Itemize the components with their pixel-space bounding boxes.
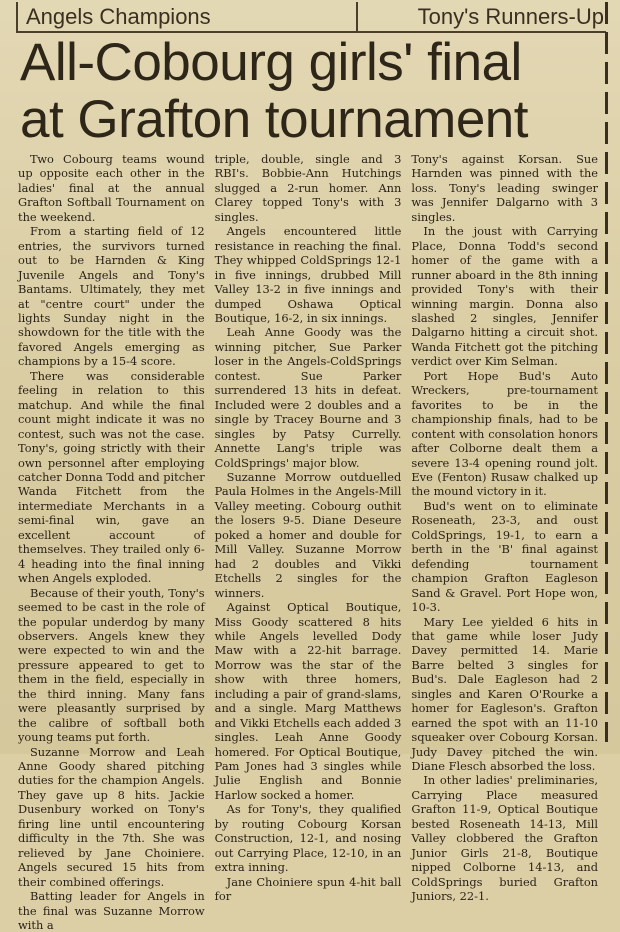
frame-rule-right	[605, 2, 608, 742]
paragraph: Suzanne Morrow outduelled Paula Holmes in the Angels-Mill Valley meeting. Cobourg outhit the losers 9-5. Diane Deseure poked a homer and double for Mill Valley. Suzanne Morrow had 2 doubles and Vikki Etchells 2 singles for the winners.	[214, 469, 402, 600]
paragraph: From a starting field of 12 entries, the survivors turned out to be Harnden & King Juvenile Angels and Tony's Bantams. Ultimately, they met at "centre court" under the lights Sunday night in the showdown for the title with the favored Angels emerging as champions by a 15-4 score.	[18, 224, 205, 369]
headline-line-1: All-Cobourg girls' final	[20, 33, 522, 92]
paragraph: Because of their youth, Tony's seemed to be cast in the role of the popular underdog by many observers. Angels knew they were expected to win and the pressure appeared to get to them in the field, especially in the third inning. Many fans were pleasantly surprised by the calibre of softball both young teams put forth.	[18, 585, 205, 745]
paragraph: Two Cobourg teams wound up opposite each other in the ladies' final at the annual Grafton Softball Tournament on the weekend.	[18, 152, 205, 224]
paragraph: Jane Choiniere spun 4-hit ball for	[214, 874, 402, 904]
paragraph: Bud's went on to eliminate Roseneath, 23-3, and oust ColdSprings, 19-1, to earn a berth in the 'B' final against defending tournament champion Grafton Eagleson Sand & Gravel. Port Hope won, 10-3.	[411, 498, 599, 615]
paragraph: Mary Lee yielded 6 hits in that game while loser Judy Davey permitted 14. Marie Barre belted 3 singles for Bud's. Dale Eagleson had 2 singles and Karen O'Rourke a homer for Eagleson's. Grafton earned the spot with an 11-10 squeaker over Cobourg Korsan. Judy Davey pitched the win. Diane Flesch absorbed the loss.	[411, 614, 599, 774]
paragraph: Tony's against Korsan. Sue Harnden was pinned with the loss. Tony's leading swinger was Jennifer Dalgarno with 3 singles.	[411, 152, 599, 224]
article-column-2	[214, 152, 402, 904]
article-column-3	[411, 152, 599, 904]
frame-rule-left	[16, 2, 18, 32]
paragraph: In the joust with Carrying Place, Donna Todd's second homer of the game with a runner aboard in the 8th inning provided Tony's with their winning margin. Donna also slashed 2 singles, Jennifer Dalgarno hitting a circuit shot. Wanda Fitchett got the pitching verdict over Kim Selman.	[411, 224, 599, 369]
paragraph: Against Optical Boutique, Miss Goody scattered 8 hits while Angels levelled Dody Maw with a 22-hit barrage. Morrow was the star of the show with three homers, including a pair of grand-slams, and a single. Marg Matthews and Vikki Etchells each added 3 singles. Leah Anne Goody homered. For Optical Boutique, Pam Jones had 3 singles while Julie English and Bonnie Harlow socked a homer.	[214, 600, 402, 802]
article-body	[18, 152, 599, 932]
paragraph: Port Hope Bud's Auto Wreckers, pre-tournament favorites to be in the championship finals, had to be content with consolation honors after Colborne dealt them a severe 13-4 opening round jolt. Eve (Fenton) Rusaw chalked up the mound victory in it.	[411, 368, 599, 499]
paragraph: triple, double, single and 3 RBI's. Bobbie-Ann Hutchings slugged a 2-run homer. Ann Clarey topped Tony's with 3 singles.	[214, 152, 402, 224]
headline	[20, 34, 600, 148]
paragraph: Suzanne Morrow and Leah Anne Goody shared pitching duties for the champion Angels. They gave up 8 hits. Jackie Dusenbury worked on Tony's firing line until encountering difficulty in the 7th. She was relieved by Jane Choiniere. Angels secured 15 hits from their combined offerings.	[18, 744, 205, 889]
paragraph: Leah Anne Goody was the winning pitcher, Sue Parker loser in the Angels-ColdSprings contest. Sue Parker surrendered 13 hits in defeat. Included were 2 doubles and a single by Tracey Bourne and 3 singles by Patsy Currelly. Annette Lang's triple was ColdSprings' major blow.	[214, 325, 402, 470]
paragraph: In other ladies' preliminaries, Carrying Place measured Grafton 11-9, Optical Boutique bested Roseneath 14-13, Mill Valley clobbered the Grafton Junior Girls 21-8, Boutique nipped Colborne 14-13, and ColdSprings buried Grafton Juniors, 22-1.	[411, 773, 599, 904]
paragraph: Batting leader for Angels in the final was Suzanne Morrow with a	[18, 889, 205, 932]
headline-line-2: at Grafton tournament	[20, 90, 529, 149]
paragraph: As for Tony's, they qualified by routing Cobourg Korsan Construction, 12-1, and nosing out Carrying Place, 12-10, in an extra inning.	[214, 802, 402, 875]
article-column-1	[18, 152, 205, 932]
kicker-right: Tony's Runners-Up	[417, 4, 604, 29]
paragraph: There was considerable feeling in relation to this matchup. And while the final count might indicate it was no contest, such was not the case. Tony's, going strictly with their own personnel after employing catcher Donna Todd and pitcher Wanda Fitchett from the intermediate Merchants in a semi-final win, gave an excellent account of themselves. They trailed only 6-4 heading into the final inning when Angels exploded.	[18, 368, 205, 586]
kicker-left: Angels Champions	[26, 4, 211, 29]
paragraph: Angels encountered little resistance in reaching the final. They whipped ColdSprings 12-1 in five innings, drubbed Mill Valley 13-2 in five innings and dumped Oshawa Optical Boutique, 16-2, in six innings.	[214, 224, 402, 325]
kicker-divider	[356, 2, 358, 32]
